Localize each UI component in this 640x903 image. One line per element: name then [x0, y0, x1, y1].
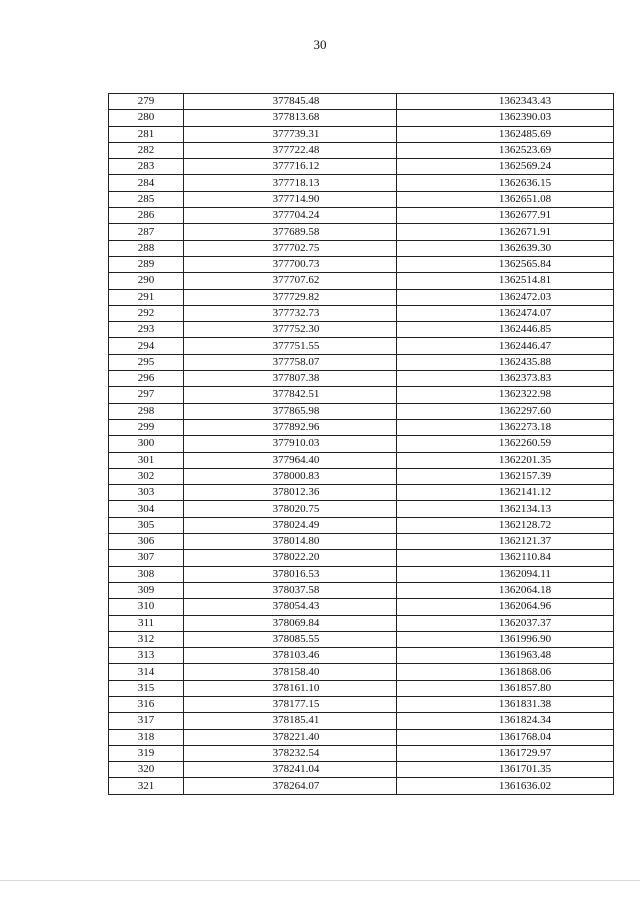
x-coordinate-cell: 377910.03 [184, 436, 397, 452]
y-coordinate-cell: 1362157.39 [397, 468, 614, 484]
y-coordinate-cell: 1361868.06 [397, 664, 614, 680]
point-number-cell: 306 [109, 534, 184, 550]
x-coordinate-cell: 378037.58 [184, 582, 397, 598]
x-coordinate-cell: 377865.98 [184, 403, 397, 419]
y-coordinate-cell: 1361963.48 [397, 648, 614, 664]
point-number-cell: 282 [109, 142, 184, 158]
coordinates-table [108, 93, 614, 795]
table-row [109, 110, 614, 126]
point-number-cell: 279 [109, 94, 184, 110]
point-number-cell: 304 [109, 501, 184, 517]
x-coordinate-cell: 377842.51 [184, 387, 397, 403]
point-number-cell: 303 [109, 485, 184, 501]
y-coordinate-cell: 1361729.97 [397, 745, 614, 761]
table-row [109, 664, 614, 680]
point-number-cell: 302 [109, 468, 184, 484]
x-coordinate-cell: 377718.13 [184, 175, 397, 191]
point-number-cell: 309 [109, 582, 184, 598]
table-row [109, 501, 614, 517]
point-number-cell: 285 [109, 191, 184, 207]
table-row [109, 485, 614, 501]
table-row [109, 517, 614, 533]
table-row [109, 436, 614, 452]
x-coordinate-cell: 377845.48 [184, 94, 397, 110]
x-coordinate-cell: 377732.73 [184, 305, 397, 321]
x-coordinate-cell: 377758.07 [184, 354, 397, 370]
y-coordinate-cell: 1362671.91 [397, 224, 614, 240]
table-row [109, 273, 614, 289]
y-coordinate-cell: 1362565.84 [397, 256, 614, 272]
table-row [109, 371, 614, 387]
table-row [109, 142, 614, 158]
y-coordinate-cell: 1362472.03 [397, 289, 614, 305]
point-number-cell: 296 [109, 371, 184, 387]
table-row [109, 94, 614, 110]
table-row [109, 208, 614, 224]
point-number-cell: 305 [109, 517, 184, 533]
point-number-cell: 308 [109, 566, 184, 582]
x-coordinate-cell: 378232.54 [184, 745, 397, 761]
x-coordinate-cell: 377752.30 [184, 322, 397, 338]
point-number-cell: 288 [109, 240, 184, 256]
x-coordinate-cell: 377807.38 [184, 371, 397, 387]
point-number-cell: 318 [109, 729, 184, 745]
y-coordinate-cell: 1362435.88 [397, 354, 614, 370]
table-row [109, 452, 614, 468]
table-row [109, 175, 614, 191]
x-coordinate-cell: 377707.62 [184, 273, 397, 289]
x-coordinate-cell: 377739.31 [184, 126, 397, 142]
table-row [109, 240, 614, 256]
table-row [109, 566, 614, 582]
page-number: 30 [313, 37, 327, 52]
y-coordinate-cell: 1362514.81 [397, 273, 614, 289]
table-row [109, 745, 614, 761]
x-coordinate-cell: 377700.73 [184, 256, 397, 272]
x-coordinate-cell: 377704.24 [184, 208, 397, 224]
y-coordinate-cell: 1362636.15 [397, 175, 614, 191]
x-coordinate-cell: 377714.90 [184, 191, 397, 207]
table-row [109, 648, 614, 664]
y-coordinate-cell: 1362390.03 [397, 110, 614, 126]
point-number-cell: 291 [109, 289, 184, 305]
x-coordinate-cell: 378264.07 [184, 778, 397, 794]
x-coordinate-cell: 378024.49 [184, 517, 397, 533]
point-number-cell: 292 [109, 305, 184, 321]
coordinates-table-body [109, 94, 614, 795]
table-row [109, 354, 614, 370]
x-coordinate-cell: 378103.46 [184, 648, 397, 664]
table-row [109, 289, 614, 305]
x-coordinate-cell: 377716.12 [184, 159, 397, 175]
y-coordinate-cell: 1362474.07 [397, 305, 614, 321]
point-number-cell: 299 [109, 419, 184, 435]
x-coordinate-cell: 377964.40 [184, 452, 397, 468]
y-coordinate-cell: 1361824.34 [397, 713, 614, 729]
point-number-cell: 297 [109, 387, 184, 403]
y-coordinate-cell: 1361636.02 [397, 778, 614, 794]
x-coordinate-cell: 378085.55 [184, 631, 397, 647]
table-row [109, 778, 614, 794]
point-number-cell: 311 [109, 615, 184, 631]
point-number-cell: 310 [109, 599, 184, 615]
y-coordinate-cell: 1362322.98 [397, 387, 614, 403]
y-coordinate-cell: 1362037.37 [397, 615, 614, 631]
point-number-cell: 317 [109, 713, 184, 729]
point-number-cell: 283 [109, 159, 184, 175]
point-number-cell: 321 [109, 778, 184, 794]
table-row [109, 582, 614, 598]
point-number-cell: 286 [109, 208, 184, 224]
point-number-cell: 312 [109, 631, 184, 647]
table-row [109, 713, 614, 729]
x-coordinate-cell: 378016.53 [184, 566, 397, 582]
y-coordinate-cell: 1362446.47 [397, 338, 614, 354]
table-row [109, 762, 614, 778]
y-coordinate-cell: 1362141.12 [397, 485, 614, 501]
x-coordinate-cell: 377729.82 [184, 289, 397, 305]
table-row [109, 468, 614, 484]
x-coordinate-cell: 377813.68 [184, 110, 397, 126]
y-coordinate-cell: 1362373.83 [397, 371, 614, 387]
page-bottom-rule [0, 880, 640, 881]
y-coordinate-cell: 1362260.59 [397, 436, 614, 452]
y-coordinate-cell: 1362134.13 [397, 501, 614, 517]
point-number-cell: 315 [109, 680, 184, 696]
point-number-cell: 280 [109, 110, 184, 126]
x-coordinate-cell: 378158.40 [184, 664, 397, 680]
point-number-cell: 284 [109, 175, 184, 191]
x-coordinate-cell: 378161.10 [184, 680, 397, 696]
table-row [109, 191, 614, 207]
y-coordinate-cell: 1362569.24 [397, 159, 614, 175]
x-coordinate-cell: 378000.83 [184, 468, 397, 484]
y-coordinate-cell: 1362094.11 [397, 566, 614, 582]
x-coordinate-cell: 378177.15 [184, 696, 397, 712]
table-row [109, 696, 614, 712]
x-coordinate-cell: 378241.04 [184, 762, 397, 778]
x-coordinate-cell: 378221.40 [184, 729, 397, 745]
y-coordinate-cell: 1362128.72 [397, 517, 614, 533]
y-coordinate-cell: 1361831.38 [397, 696, 614, 712]
point-number-cell: 281 [109, 126, 184, 142]
y-coordinate-cell: 1362064.96 [397, 599, 614, 615]
table-row [109, 338, 614, 354]
x-coordinate-cell: 377751.55 [184, 338, 397, 354]
table-row [109, 403, 614, 419]
table-row [109, 256, 614, 272]
point-number-cell: 319 [109, 745, 184, 761]
y-coordinate-cell: 1362273.18 [397, 419, 614, 435]
point-number-cell: 287 [109, 224, 184, 240]
table-row [109, 305, 614, 321]
x-coordinate-cell: 378054.43 [184, 599, 397, 615]
table-row [109, 322, 614, 338]
y-coordinate-cell: 1362639.30 [397, 240, 614, 256]
table-row [109, 729, 614, 745]
y-coordinate-cell: 1362201.35 [397, 452, 614, 468]
y-coordinate-cell: 1361701.35 [397, 762, 614, 778]
x-coordinate-cell: 378012.36 [184, 485, 397, 501]
table-row [109, 224, 614, 240]
table-row [109, 159, 614, 175]
table-row [109, 550, 614, 566]
table-row [109, 680, 614, 696]
table-row [109, 126, 614, 142]
point-number-cell: 314 [109, 664, 184, 680]
table-row [109, 387, 614, 403]
point-number-cell: 313 [109, 648, 184, 664]
point-number-cell: 301 [109, 452, 184, 468]
y-coordinate-cell: 1362677.91 [397, 208, 614, 224]
y-coordinate-cell: 1361768.04 [397, 729, 614, 745]
x-coordinate-cell: 378022.20 [184, 550, 397, 566]
x-coordinate-cell: 378020.75 [184, 501, 397, 517]
x-coordinate-cell: 377722.48 [184, 142, 397, 158]
x-coordinate-cell: 378185.41 [184, 713, 397, 729]
y-coordinate-cell: 1362064.18 [397, 582, 614, 598]
table-row [109, 534, 614, 550]
y-coordinate-cell: 1362343.43 [397, 94, 614, 110]
table-row [109, 631, 614, 647]
point-number-cell: 293 [109, 322, 184, 338]
y-coordinate-cell: 1362485.69 [397, 126, 614, 142]
x-coordinate-cell: 377702.75 [184, 240, 397, 256]
point-number-cell: 290 [109, 273, 184, 289]
table-row [109, 599, 614, 615]
table-row [109, 419, 614, 435]
point-number-cell: 294 [109, 338, 184, 354]
y-coordinate-cell: 1362523.69 [397, 142, 614, 158]
point-number-cell: 307 [109, 550, 184, 566]
y-coordinate-cell: 1362110.84 [397, 550, 614, 566]
x-coordinate-cell: 378014.80 [184, 534, 397, 550]
point-number-cell: 300 [109, 436, 184, 452]
y-coordinate-cell: 1362297.60 [397, 403, 614, 419]
y-coordinate-cell: 1362121.37 [397, 534, 614, 550]
y-coordinate-cell: 1362651.08 [397, 191, 614, 207]
point-number-cell: 320 [109, 762, 184, 778]
point-number-cell: 295 [109, 354, 184, 370]
point-number-cell: 316 [109, 696, 184, 712]
y-coordinate-cell: 1361996.90 [397, 631, 614, 647]
table-row [109, 615, 614, 631]
y-coordinate-cell: 1362446.85 [397, 322, 614, 338]
x-coordinate-cell: 377892.96 [184, 419, 397, 435]
x-coordinate-cell: 377689.58 [184, 224, 397, 240]
y-coordinate-cell: 1361857.80 [397, 680, 614, 696]
x-coordinate-cell: 378069.84 [184, 615, 397, 631]
point-number-cell: 298 [109, 403, 184, 419]
point-number-cell: 289 [109, 256, 184, 272]
